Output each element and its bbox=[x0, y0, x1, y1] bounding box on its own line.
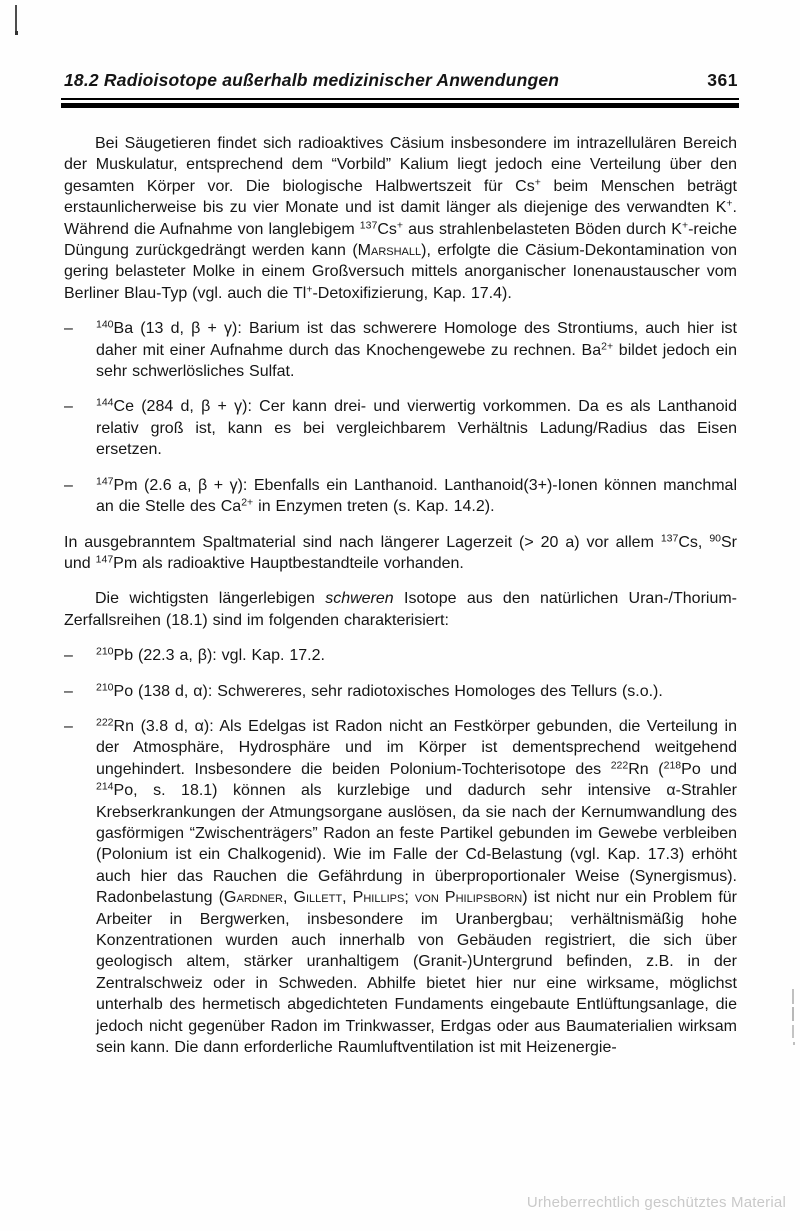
list-item bbox=[64, 396, 737, 460]
bullet-dash-icon: – bbox=[64, 398, 73, 416]
header-rule-thin bbox=[61, 98, 739, 100]
scan-artifact-mark bbox=[793, 1042, 795, 1045]
bullet-text: $^{147}$Pm (2.6 a, β + γ): Ebenfalls ein Lanthanoid. Lanthanoid(3+)-Ionen können manchmal an die Stelle des $Ca^{2+}$ in Enzymen treten (s. Kap. 14.2). bbox=[96, 475, 737, 516]
page-number: 361 bbox=[707, 70, 738, 90]
list-item bbox=[64, 318, 737, 382]
scan-artifact-mark bbox=[792, 1025, 794, 1038]
section-title: 18.2 Radioisotope außerhalb medizinischer Anwendungen bbox=[64, 70, 560, 90]
copyright-notice: Urheberrechtlich geschütztes Material bbox=[526, 1194, 786, 1211]
paragraph: In ausgebranntem Spaltmaterial sind nach längerer Lagerzeit (> 20 a) vor allem $^{137}$Cs, $^{90}$Sr und $^{147}$Pm als radioaktive Hauptbestandteile vorhanden. bbox=[64, 532, 737, 572]
scan-artifact-mark bbox=[792, 1007, 794, 1021]
bullet-text: $^{210}$Po (138 d, α): Schwereres, sehr radiotoxisches Homologes des Tellurs (s.o.). bbox=[96, 681, 663, 700]
paragraph: Die wichtigsten längerlebigen schweren Isotope aus den natürlichen Uran-/Thorium-Zerfallsreihen (18.1) sind im folgenden charakterisiert: bbox=[64, 590, 737, 629]
scan-artifact-dot bbox=[15, 31, 18, 35]
bullet-text: $^{222}$Rn (3.8 d, α): Als Edelgas ist Radon nicht an Festkörper gebunden, die Verteilung in der Atmosphäre, Hydrosphäre und im Körper ist dementsprechend weitgehend ungehindert. Insbesondere die beiden Polonium-Tochterisotope des $^{222}$Rn ($^{218}$Po und $^{214}$Po, s. 18.1) können als kurzlebige und dadurch sehr intensive α-Strahler Krebserkrankungen der Atmungsorgane auslösen, da sie nach der Kernumwandlung des gasförmigen “Zwischenträgers” Radon an feste Partikel gebunden im Gewebe verbleiben (Polonium ist ein Chalkogenid). Wie im Falle der Cd-Belastung (vgl. Kap. 17.3) erhöht auch hier das Rauchen die Gefährdung in überproportionaler Weise (Synergismus). Radonbelastung (Gardner, Gillett, Phillips; von Philipsborn) ist nicht nur ein Problem für Arbeiter in Bergwerken, insbesondere im Uranbergbau; verhältnismäßig hohe Konzentrationen wurden auch innerhalb von Gebäuden registriert, die sich über geologisch altem, stärker uranhaltigem (Granit-)Untergrund befinden, z.B. in der Zentralschweiz oder in Schweden. Abhilfe bietet hier nur eine wirksame, möglichst unterhalb des hermetisch abgedichteten Fundaments eingebaute Entlüftungsanlage, die jedoch nicht gegenüber Radon im Trinkwasser, Erdgas oder aus Baumaterialien wirksam sein kann. Die dann erforderliche Raumluftventilation ist mit Heizenergie- bbox=[96, 716, 738, 1057]
running-head bbox=[64, 70, 738, 91]
list-item bbox=[64, 716, 737, 1059]
bullet-text: $^{144}$Ce (284 d, β + γ): Cer kann drei- und vierwertig vorkommen. Da es als Lanthanoid relativ groß ist, kann es bei vergleichbarem Verhältnis Ladung/Radius das Eisen ersetzen. bbox=[96, 396, 737, 459]
body-text bbox=[64, 133, 737, 1072]
list-item bbox=[64, 681, 737, 702]
bullet-text: $^{210}$Pb (22.3 a, β): vgl. Kap. 17.2. bbox=[96, 645, 325, 665]
bullet-text: $^{140}$Ba (13 d, β + γ): Barium ist das schwerere Homologe des Strontiums, auch hier ist daher mit einer Aufnahme durch das Knochengewebe zu rechnen. $Ba^{2+}$ bildet jedoch ein sehr schwerlösliches Sulfat. bbox=[96, 318, 737, 381]
bullet-dash-icon: – bbox=[64, 717, 73, 735]
bullet-dash-icon: – bbox=[64, 682, 73, 700]
list-item bbox=[64, 475, 737, 518]
scan-artifact-line bbox=[15, 5, 17, 33]
bullet-dash-icon: – bbox=[64, 320, 73, 338]
bullet-dash-icon: – bbox=[64, 476, 73, 494]
list-item bbox=[64, 645, 737, 666]
paragraph: Bei Säugetieren findet sich radioaktives Cäsium insbesondere im intrazellulären Bereich der Muskulatur, entsprechend dem “Vorbild” Kalium liegt jedoch eine Verteilung über den gesamten Körper vor. Die biologische Halbwertszeit für Cs+ beim Menschen beträgt erstaunlicherweise bis zu vier Monate und ist damit länger als diejenige des verwandten K+. Während die Aufnahme von langlebigem $^{137}$Cs+ aus strahlenbelasteten Böden durch K+-reiche Düngung zurückgedrängt werden kann (Marshall), erfolgte die Cäsium-Dekontamination von gering belasteter Molke in einem Großversuch mittels anorganischer Ionenaustauscher vom Berliner Blau-Typ (vgl. auch die Tl+-Detoxifizierung, Kap. 17.4). bbox=[64, 135, 737, 302]
scan-artifact-mark bbox=[792, 989, 794, 1004]
bullet-dash-icon: – bbox=[64, 647, 73, 665]
header-rule-thick bbox=[61, 103, 739, 108]
